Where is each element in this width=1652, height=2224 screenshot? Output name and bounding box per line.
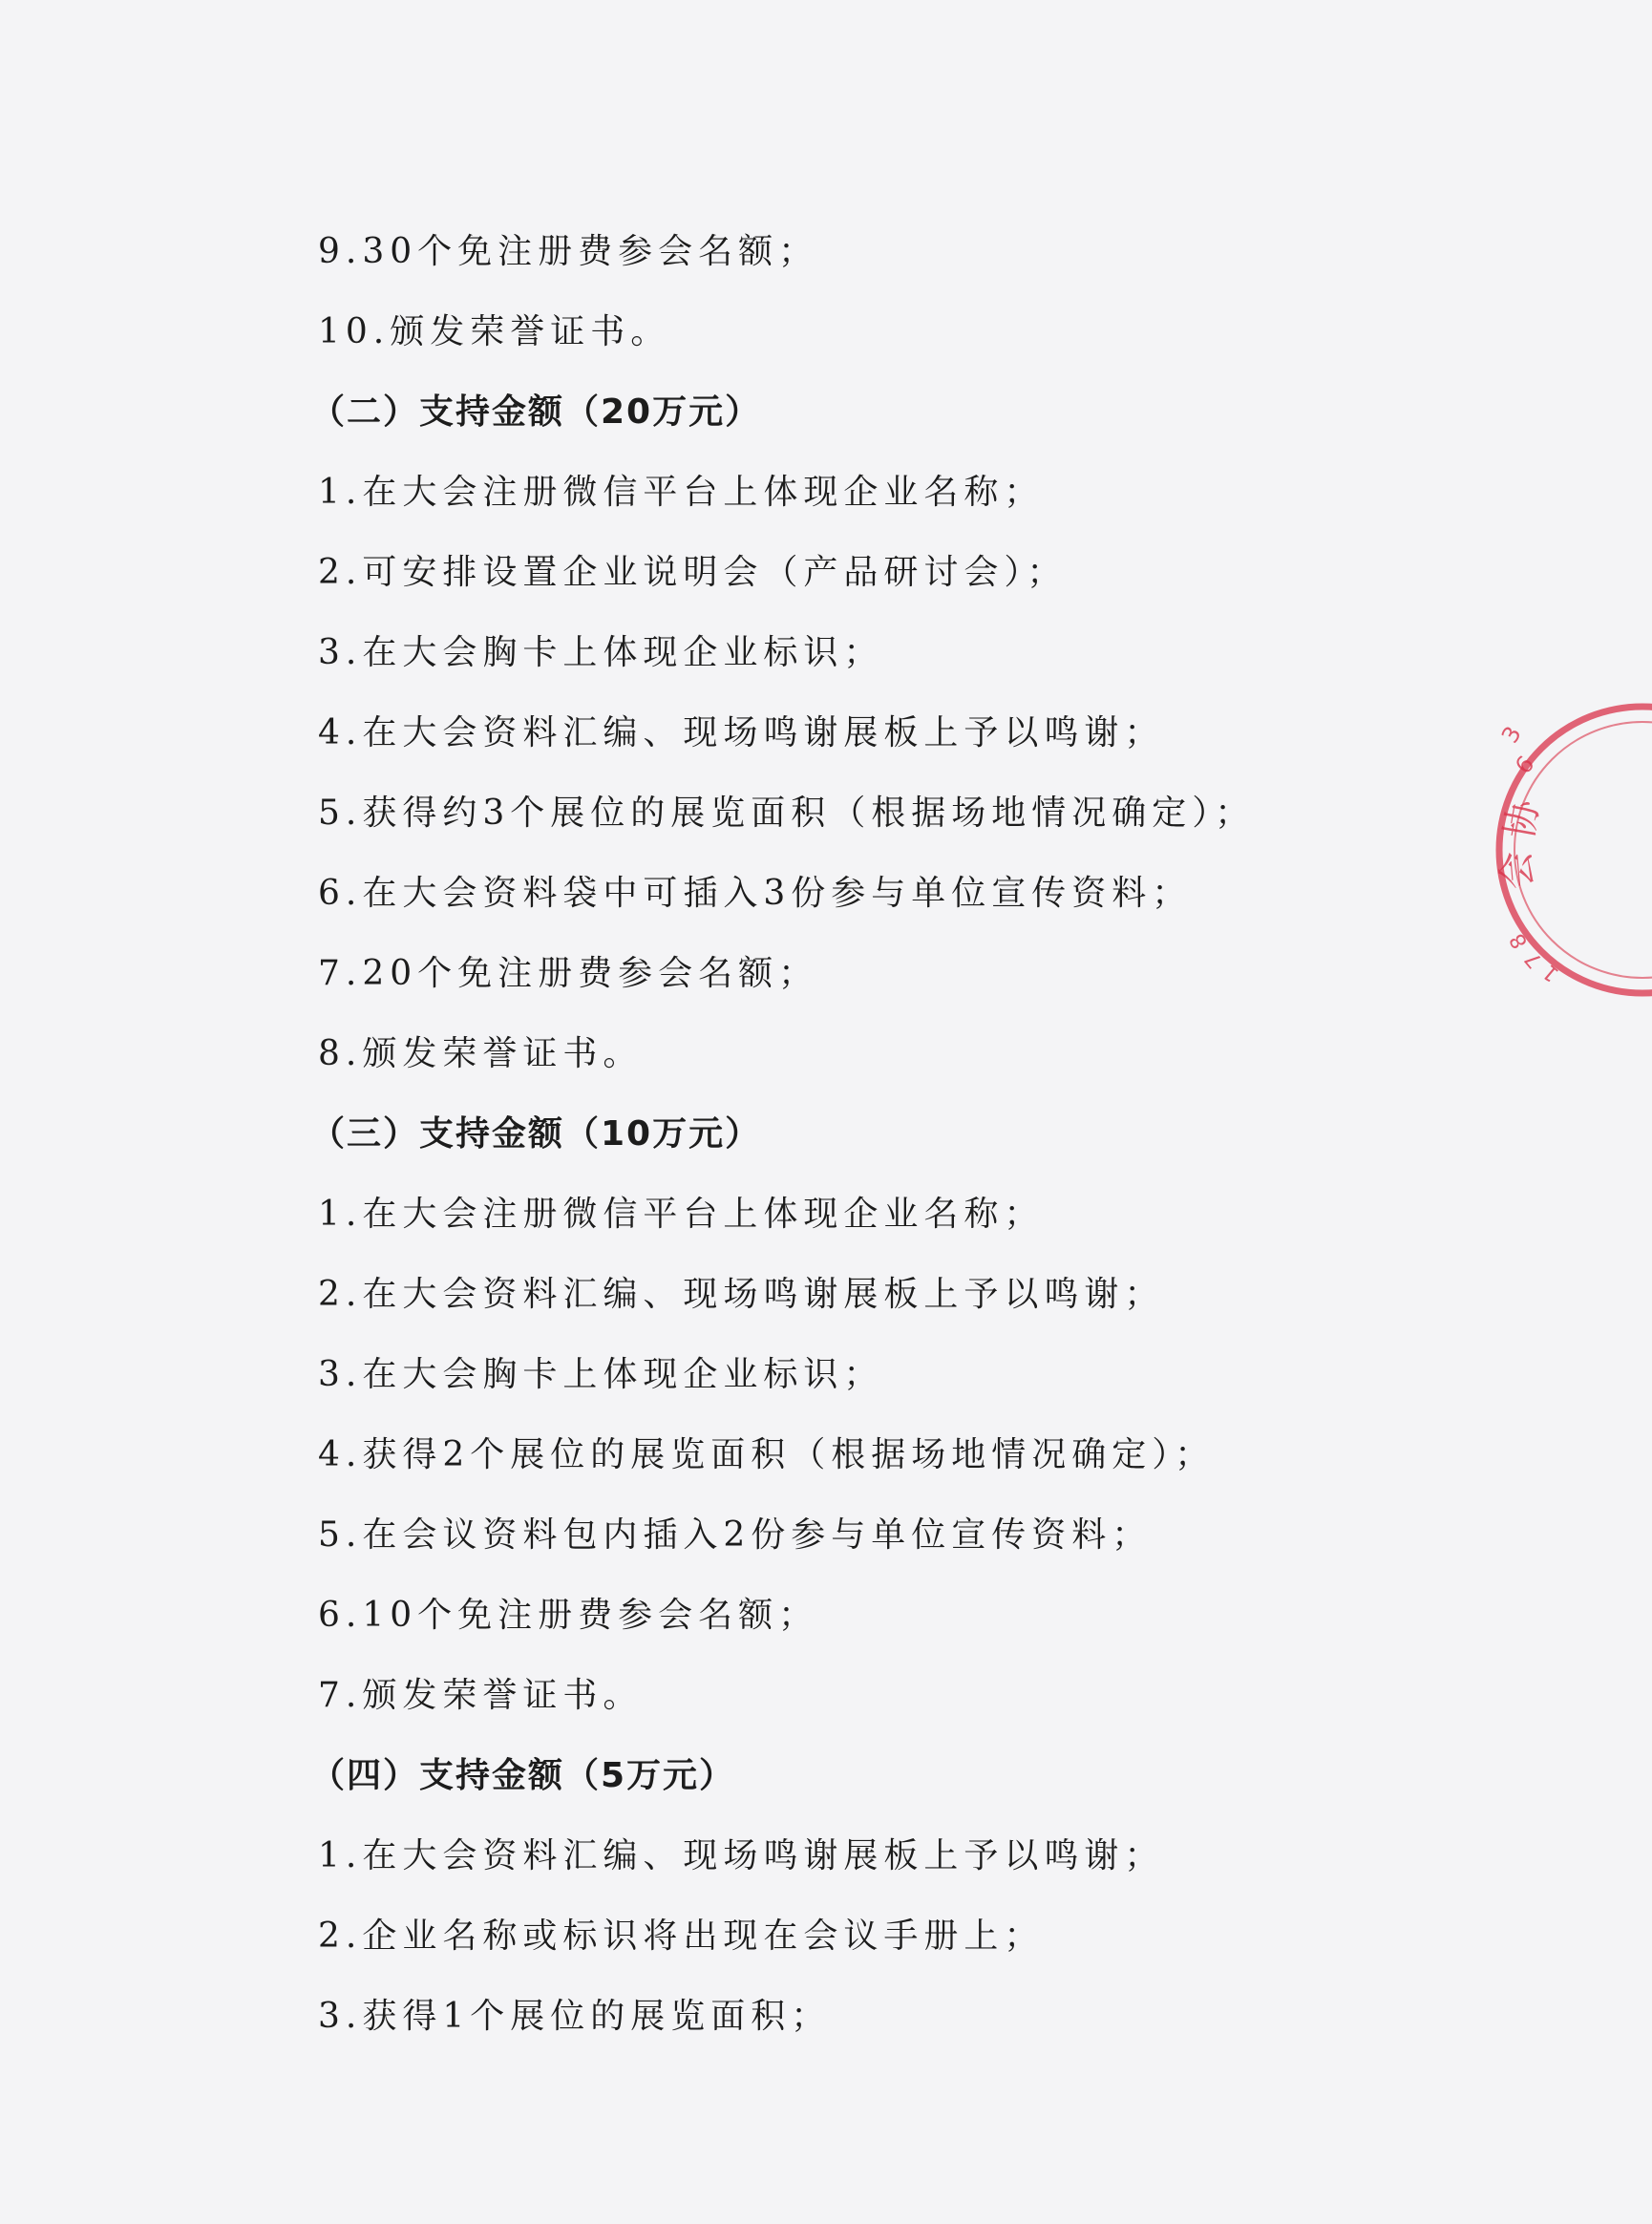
seal-char-1: 3 bbox=[1495, 721, 1527, 748]
list-item: 7.20个免注册费参会名额； bbox=[318, 954, 819, 993]
list-item: 1.在大会注册微信平台上体现企业名称； bbox=[318, 1195, 1045, 1234]
section-heading: （二）支持金额（20万元） bbox=[310, 392, 762, 432]
seal-outer-ring bbox=[1499, 707, 1652, 993]
list-item: 5.获得约3个展位的展览面积（根据场地情况确定）； bbox=[318, 794, 1256, 833]
list-item: 9.30个免注册费参会名额； bbox=[318, 232, 819, 271]
list-item: 2.企业名称或标识将出现在会议手册上； bbox=[318, 1917, 1045, 1956]
list-item: 1.在大会资料汇编、现场鸣谢展板上予以鸣谢； bbox=[318, 1836, 1165, 1875]
seal-char-6: 7 bbox=[1520, 946, 1548, 973]
list-item: 4.在大会资料汇编、现场鸣谢展板上予以鸣谢； bbox=[318, 713, 1165, 752]
section-heading: （三）支持金额（10万元） bbox=[310, 1114, 762, 1154]
list-item: 7.颁发荣誉证书。 bbox=[318, 1676, 644, 1715]
list-item: 3.在大会胸卡上体现企业标识； bbox=[318, 633, 884, 672]
list-item: 3.获得1个展位的展览面积； bbox=[318, 1997, 832, 2036]
list-item: 8.颁发荣誉证书。 bbox=[318, 1034, 644, 1073]
seal-char-4: 会 bbox=[1493, 849, 1541, 892]
seal-char-2: 6 bbox=[1510, 751, 1540, 779]
seal-char-3: 协 bbox=[1497, 796, 1548, 842]
section-heading: （四）支持金额（5万元） bbox=[310, 1756, 736, 1795]
list-item: 10.颁发荣誉证书。 bbox=[318, 312, 671, 351]
document-body bbox=[310, 212, 1273, 2057]
red-seal-stamp bbox=[1493, 688, 1652, 1012]
list-item: 2.在大会资料汇编、现场鸣谢展板上予以鸣谢； bbox=[318, 1275, 1165, 1314]
seal-char-7: 1 bbox=[1538, 959, 1564, 986]
list-item: 5.在会议资料包内插入2份参与单位宣传资料； bbox=[318, 1515, 1153, 1555]
list-item: 3.在大会胸卡上体现企业标识； bbox=[318, 1355, 884, 1394]
list-item: 2.可安排设置企业说明会（产品研讨会）； bbox=[318, 553, 1068, 592]
list-item: 6.在大会资料袋中可插入3份参与单位宣传资料； bbox=[318, 874, 1193, 913]
list-item: 6.10个免注册费参会名额； bbox=[318, 1596, 819, 1635]
list-item: 4.获得2个展位的展览面积（根据场地情况确定）； bbox=[318, 1435, 1216, 1474]
list-item: 1.在大会注册微信平台上体现企业名称； bbox=[318, 473, 1045, 512]
seal-char-5: 8 bbox=[1505, 928, 1534, 953]
